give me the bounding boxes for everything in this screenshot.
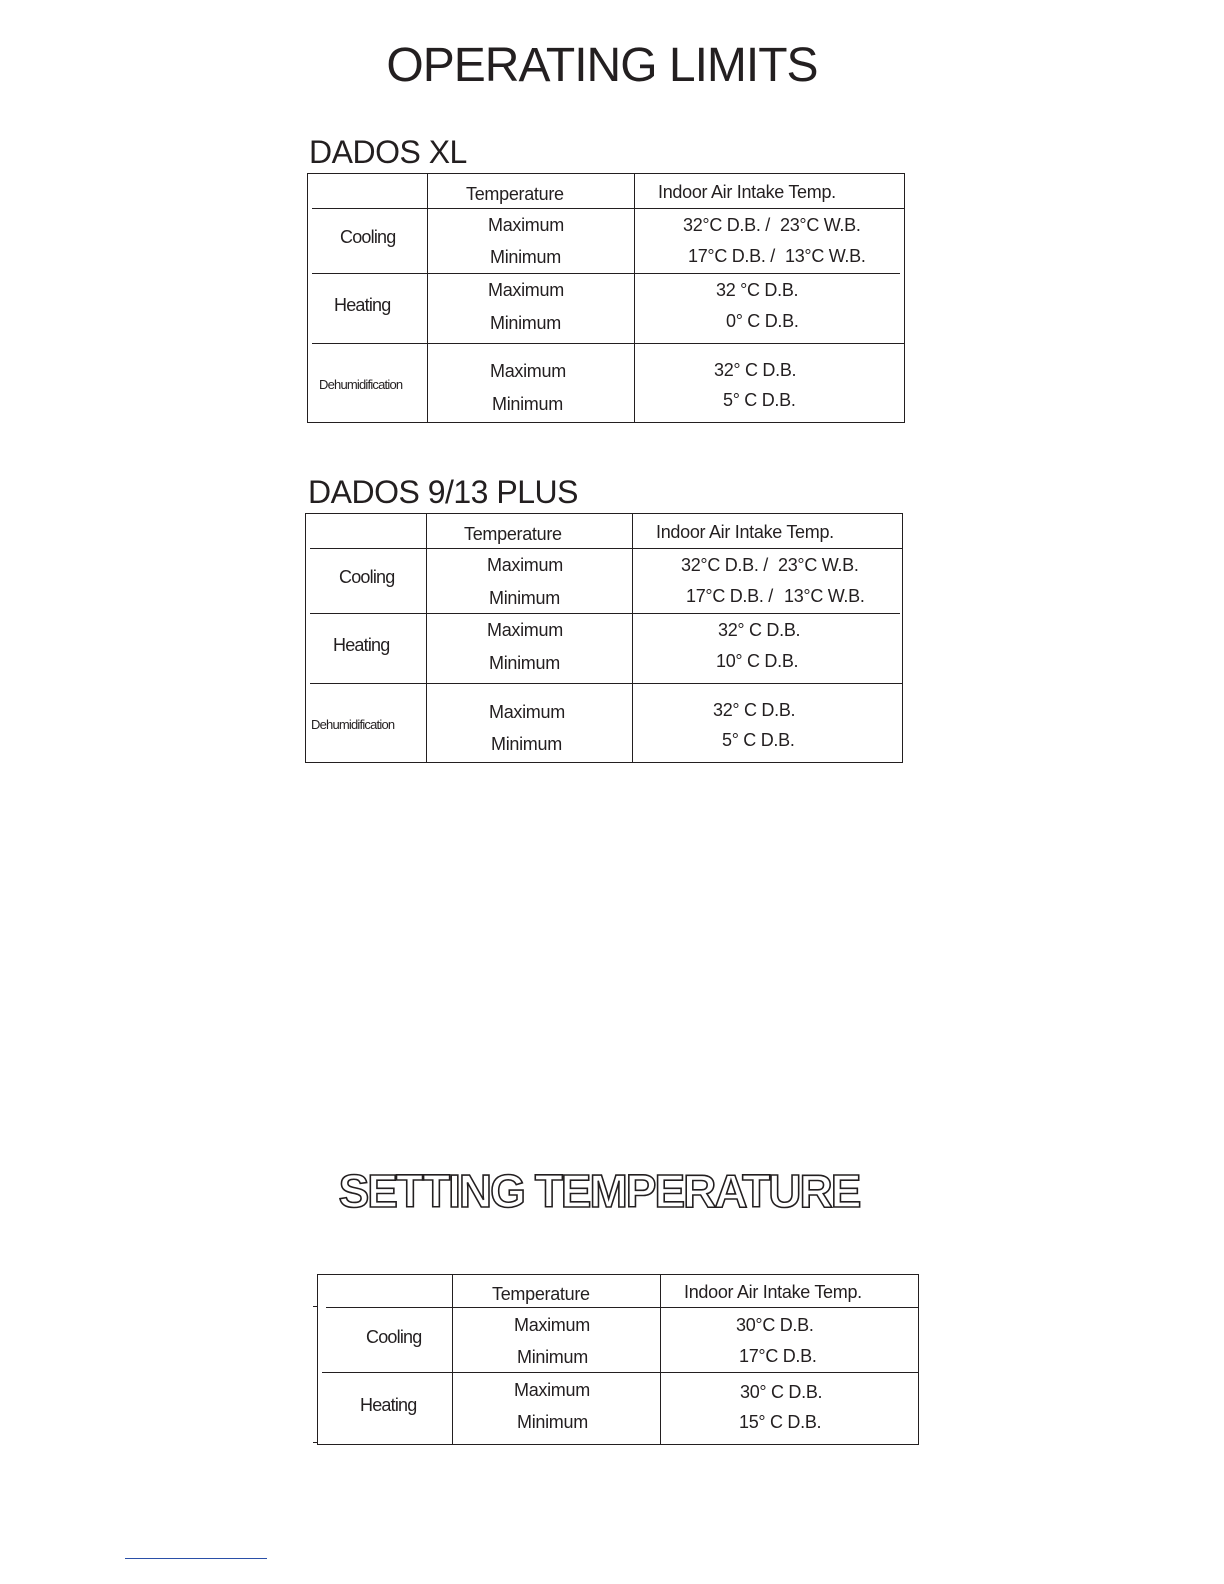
table-divider <box>634 174 635 422</box>
heating-min-label: Minimum <box>490 313 561 333</box>
dehum-max-value: 32° C D.B. <box>714 360 797 380</box>
setting-temperature-heading: SETTING TEMPERATURE <box>338 1165 860 1217</box>
table-divider <box>426 514 427 762</box>
heating-min-value: 15° C D.B. <box>739 1412 822 1432</box>
cooling-max-wb: 23°C W.B. <box>778 555 859 575</box>
dehum-min-label: Minimum <box>491 734 562 754</box>
cooling-min-db: 17°C D.B. / <box>688 246 775 266</box>
table-divider <box>452 1275 453 1444</box>
heating-max-value: 30° C D.B. <box>740 1382 823 1402</box>
cooling-max-db: 32°C D.B. / <box>681 555 768 575</box>
setting-temperature-table <box>317 1274 919 1445</box>
heating-max-label: Maximum <box>488 280 564 300</box>
table-divider <box>326 1307 918 1308</box>
heating-label: Heating <box>334 295 391 315</box>
dehum-min-value: 5° C D.B. <box>722 730 795 750</box>
table-divider <box>312 208 904 209</box>
table-divider <box>660 1275 661 1444</box>
heating-min-value: 0° C D.B. <box>726 311 799 331</box>
heating-max-value: 32° C D.B. <box>718 620 801 640</box>
cooling-min-db: 17°C D.B. / <box>686 586 773 606</box>
cooling-min-label: Minimum <box>517 1347 588 1367</box>
heating-max-label: Maximum <box>487 620 563 640</box>
col-intake-header: Indoor Air Intake Temp. <box>658 182 836 202</box>
cooling-label: Cooling <box>366 1327 422 1347</box>
heating-max-label: Maximum <box>514 1380 590 1400</box>
cooling-max-label: Maximum <box>514 1315 590 1335</box>
heating-min-value: 10° C D.B. <box>716 651 799 671</box>
dehum-max-label: Maximum <box>489 702 565 722</box>
dehum-label: Dehumidification <box>319 377 403 392</box>
dados-xl-heading: DADOS XL <box>309 134 467 170</box>
table-divider <box>322 1372 918 1373</box>
heating-label: Heating <box>333 635 390 655</box>
dados-xl-table <box>307 173 905 423</box>
col-temperature-header: Temperature <box>492 1284 590 1304</box>
dehum-min-value: 5° C D.B. <box>723 390 796 410</box>
cooling-min-label: Minimum <box>490 247 561 267</box>
cooling-min-wb: 13°C W.B. <box>784 586 865 606</box>
heating-label: Heating <box>360 1395 417 1415</box>
cooling-label: Cooling <box>339 567 395 587</box>
cooling-min-wb: 13°C W.B. <box>785 246 866 266</box>
table-divider <box>427 174 428 422</box>
cooling-max-db: 32°C D.B. / <box>683 215 770 235</box>
dehum-max-label: Maximum <box>490 361 566 381</box>
cooling-min-label: Minimum <box>489 588 560 608</box>
cooling-max-label: Maximum <box>487 555 563 575</box>
dados-plus-table <box>305 513 903 763</box>
dehum-min-label: Minimum <box>492 394 563 414</box>
footer-rule <box>125 1558 267 1559</box>
cooling-label: Cooling <box>340 227 396 247</box>
col-intake-header: Indoor Air Intake Temp. <box>684 1282 862 1302</box>
dehum-max-value: 32° C D.B. <box>713 700 796 720</box>
page-title: OPERATING LIMITS <box>386 39 818 92</box>
dados-plus-heading: DADOS 9/13 PLUS <box>308 474 578 510</box>
table-divider <box>632 514 633 762</box>
dehum-label: Dehumidification <box>311 717 395 732</box>
table-divider <box>310 548 902 549</box>
table-divider <box>310 683 902 684</box>
col-temperature-header: Temperature <box>464 524 562 544</box>
table-divider <box>310 613 900 614</box>
cooling-max-value: 30°C D.B. <box>736 1315 814 1335</box>
heating-min-label: Minimum <box>517 1412 588 1432</box>
col-intake-header: Indoor Air Intake Temp. <box>656 522 834 542</box>
cooling-max-label: Maximum <box>488 215 564 235</box>
cooling-max-wb: 23°C W.B. <box>780 215 861 235</box>
heating-min-label: Minimum <box>489 653 560 673</box>
table-divider <box>312 273 900 274</box>
cooling-min-value: 17°C D.B. <box>739 1346 817 1366</box>
heating-max-value: 32 °C D.B. <box>716 280 799 300</box>
col-temperature-header: Temperature <box>466 184 564 204</box>
table-divider <box>312 343 904 344</box>
